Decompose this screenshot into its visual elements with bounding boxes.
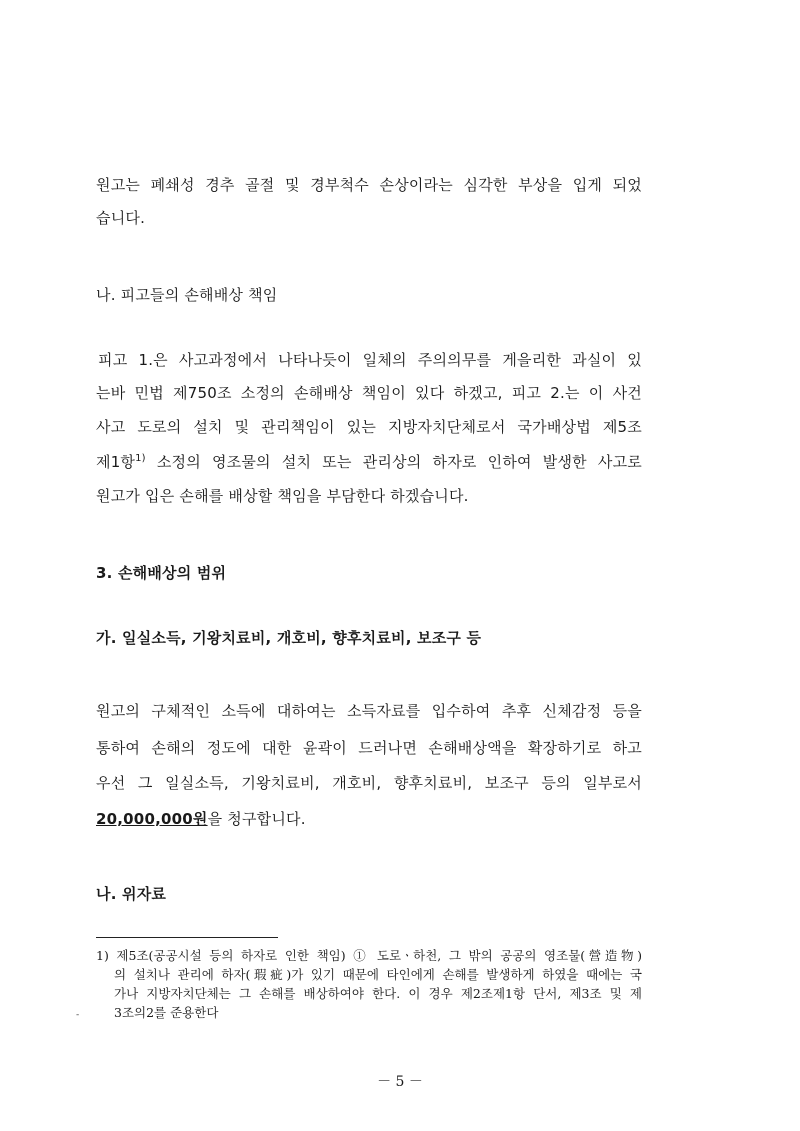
claim-amount: 20,000,000원 xyxy=(96,810,208,828)
footnote-divider xyxy=(96,937,278,938)
paragraph-2-line-1: 피고 1.은 사고과정에서 나타나듯이 일체의 주의의무를 게을리한 과실이 있 xyxy=(98,351,642,369)
paragraph-3-line-1: 원고의 구체적인 소득에 대하여는 소득자료를 입수하여 추후 신체감정 등을 xyxy=(96,702,642,720)
footnote-line-1: 1) 제5조(공공시설 등의 하자로 인한 책임) ① 도로ㆍ하천, 그 밖의 공공의 영조물(營造物) xyxy=(96,948,642,963)
paragraph-2-line-4-post: 소정의 영조물의 설치 또는 관리상의 하자로 인하여 발생한 사고로 xyxy=(145,453,642,471)
margin-mark: - xyxy=(76,1010,80,1020)
section-3-heading: 3. 손해배상의 범위 xyxy=(96,564,227,582)
paragraph-3-line-4 xyxy=(96,808,306,829)
paragraph-3-line-2: 통하여 손해의 정도에 대한 윤곽이 드러나면 손해배상액을 확장하기로 하고 xyxy=(96,739,642,757)
footnote-line-3: 가나 지방자치단체는 그 손해를 배상하여야 한다. 이 경우 제2조제1항 단서, 제3조 및 제 xyxy=(114,986,642,1001)
paragraph-2-line-5: 원고가 입은 손해를 배상할 책임을 부담한다 하겠습니다. xyxy=(96,487,469,505)
footnote-ref: 1) xyxy=(135,453,146,464)
paragraph-3-line-3: 우선 그 일실소득, 기왕치료비, 개호비, 향후치료비, 보조구 등의 일부로서 xyxy=(96,774,642,792)
section-3b-heading: 나. 위자료 xyxy=(96,885,167,903)
footnote-line-2: 의 설치나 관리에 하자(瑕疵)가 있기 때문에 타인에게 손해를 발생하게 하였을 때에는 국 xyxy=(114,967,642,982)
paragraph-1-line-1: 원고는 폐쇄성 경추 골절 및 경부척수 손상이라는 심각한 부상을 입게 되었 xyxy=(96,176,642,194)
page-number: － 5 － xyxy=(377,1074,423,1090)
section-b-heading: 나. 피고들의 손해배상 책임 xyxy=(96,286,278,304)
paragraph-2-line-4-pre: 제1항 xyxy=(96,453,136,471)
paragraph-3-line-4-post: 을 청구합니다. xyxy=(207,810,306,828)
footnote-line-4: 3조의2를 준용한다 xyxy=(114,1005,219,1020)
paragraph-2-line-4 xyxy=(96,451,642,472)
paragraph-2-line-3: 사고 도로의 설치 및 관리책임이 있는 지방자치단체로서 국가배상법 제5조 xyxy=(96,418,642,436)
section-3a-heading: 가. 일실소득, 기왕치료비, 개호비, 향후치료비, 보조구 등 xyxy=(96,629,482,647)
paragraph-1-line-2: 습니다. xyxy=(96,209,146,227)
paragraph-2-line-2: 는바 민법 제750조 소정의 손해배상 책임이 있다 하겠고, 피고 2.는 이 사건 xyxy=(96,384,642,402)
